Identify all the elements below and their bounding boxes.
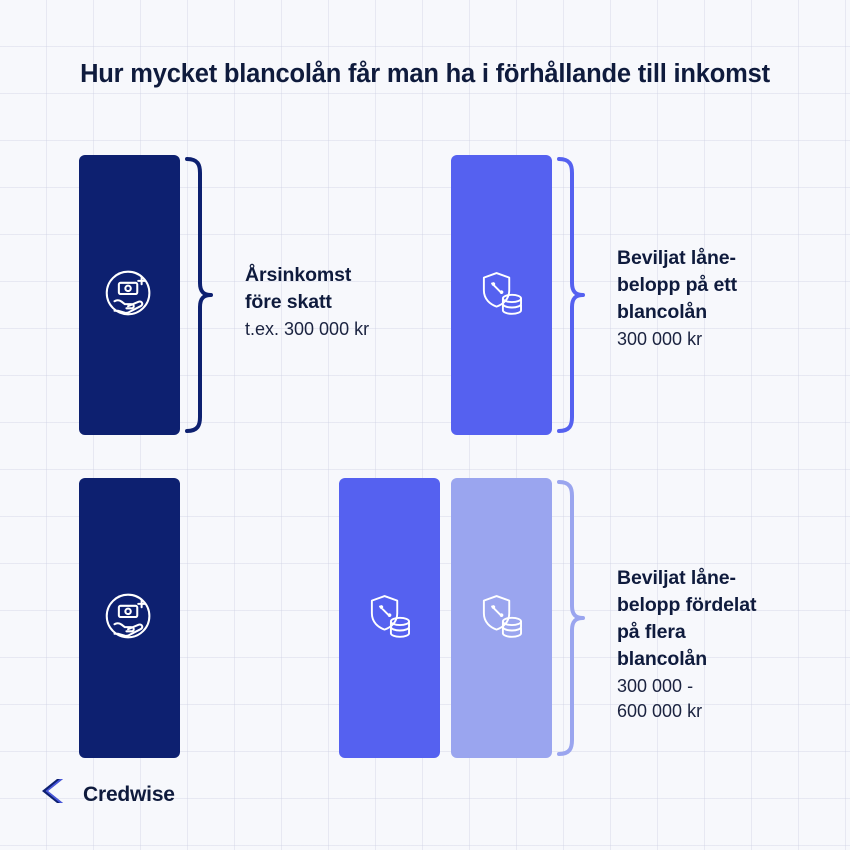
loan1-heading-line3: blancolån xyxy=(617,300,708,323)
loan2-value-line2: 600 000 kr xyxy=(617,700,703,721)
label-loan-row2 xyxy=(617,565,850,724)
brace-loan-row2 xyxy=(556,479,586,757)
hand-holding-money-icon xyxy=(99,262,161,329)
bar-loan-row1 xyxy=(451,155,552,435)
bar-loan-row2-a xyxy=(339,478,440,758)
page-title: Hur mycket blancolån får man ha i förhållande till inkomst xyxy=(80,60,770,88)
income-heading-line2: före skatt xyxy=(245,290,332,313)
income-heading-line1: Årsinkomst xyxy=(245,264,352,286)
bar-income-row1 xyxy=(79,155,180,435)
brand-name: Credwise xyxy=(83,782,175,806)
loan1-heading-line1: Beviljat låne- xyxy=(617,247,736,269)
loan2-heading-line2: belopp fördelat xyxy=(617,593,757,616)
loan1-heading-line2: belopp på ett xyxy=(617,273,738,296)
shield-percent-coins-icon xyxy=(473,587,531,650)
label-loan-row1 xyxy=(617,245,850,352)
loan2-heading-line1: Beviljat låne- xyxy=(617,567,736,589)
bar-income-row2 xyxy=(79,478,180,758)
brace-income-row1 xyxy=(184,156,214,434)
hand-holding-money-icon xyxy=(99,585,161,652)
brace-loan-row1 xyxy=(556,156,586,434)
loan2-heading-line3: på flera xyxy=(617,620,686,643)
loan2-heading-line4: blancolån xyxy=(617,647,708,670)
credwise-chevron-logo-icon xyxy=(36,775,70,814)
loan1-value: 300 000 kr xyxy=(617,328,703,349)
shield-percent-coins-icon xyxy=(361,587,419,650)
income-value: t.ex. 300 000 kr xyxy=(245,318,370,339)
loan2-value-line1: 300 000 - xyxy=(617,675,694,696)
shield-percent-coins-icon xyxy=(473,264,531,327)
bar-loan-row2-b xyxy=(451,478,552,758)
brand-logo xyxy=(36,775,175,814)
